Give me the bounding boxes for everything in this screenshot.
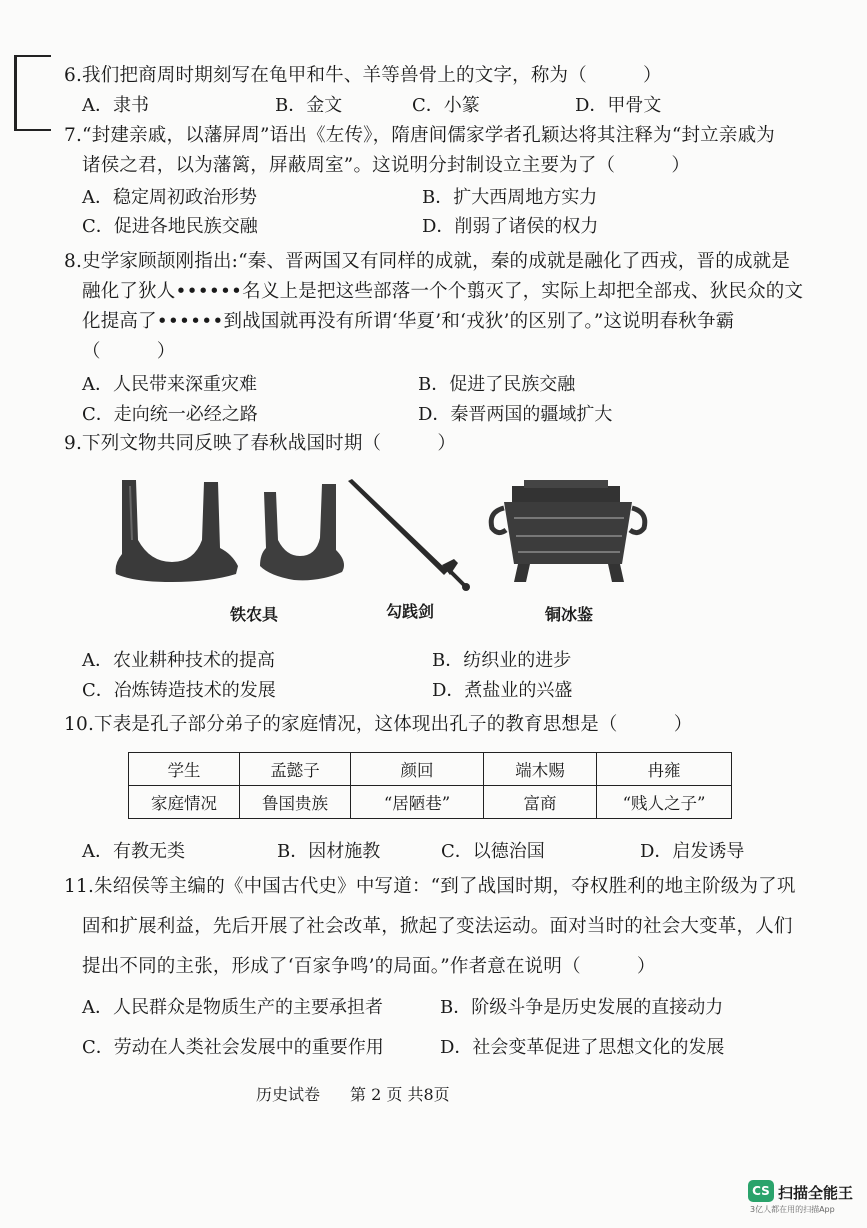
q6-option-a[interactable]: A．隶书: [82, 95, 149, 116]
table-row: [129, 786, 732, 819]
q9-option-d[interactable]: D．煮盐业的兴盛: [432, 680, 573, 701]
q7-option-c[interactable]: C．促进各地民族交融: [82, 216, 258, 237]
table-cell: 富商: [484, 786, 597, 819]
question-8-line-2: 融化了狄人••••••名义上是把这些部落一个个翦灭了，实际上却把全部戎、狄民众的文: [82, 281, 804, 302]
scanner-logo-icon: CS: [748, 1180, 774, 1202]
goujian-sword-image: [342, 475, 482, 593]
table-cell: “贱人之子”: [597, 786, 732, 819]
question-7-line-2: 诸侯之君，以为藩篱，屏蔽周室”。这说明分封制设立主要为了（ ）: [82, 155, 691, 176]
q11-option-c[interactable]: C．劳动在人类社会发展中的重要作用: [82, 1037, 384, 1058]
binding-corner-mark: [14, 55, 51, 131]
table-cell: 冉雍: [597, 753, 732, 786]
q10-option-a[interactable]: A．有教无类: [82, 841, 185, 862]
question-11-line-2: 固和扩展利益，先后开展了社会改革，掀起了变法运动。面对当时的社会大变革，人们: [82, 916, 793, 937]
disciples-family-table: [128, 752, 732, 819]
table-cell: 孟懿子: [240, 753, 351, 786]
q10-option-b[interactable]: B．因材施教: [277, 841, 381, 862]
q11-option-d[interactable]: D．社会变革促进了思想文化的发展: [440, 1037, 725, 1058]
scanner-app-name: 扫描全能王: [778, 1184, 854, 1202]
caption-bronze-ice-box: 铜冰鉴: [545, 605, 594, 624]
table-cell: 学生: [129, 753, 240, 786]
q10-option-d[interactable]: D．启发诱导: [640, 841, 745, 862]
footer-page-number: 第 2 页 共8页: [350, 1085, 450, 1104]
question-10-text: 10.下表是孔子部分弟子的家庭情况，这体现出孔子的教育思想是（ ）: [64, 714, 693, 735]
question-9-text: 9.下列文物共同反映了春秋战国时期（ ）: [64, 433, 457, 454]
q9-option-c[interactable]: C．冶炼铸造技术的发展: [82, 680, 276, 701]
question-8-line-3: 化提高了••••••到战国就再没有所谓‘华夏’和‘戎狄’的区别了。”这说明春秋争霸: [82, 311, 735, 332]
q7-option-a[interactable]: A．稳定周初政治形势: [82, 187, 257, 208]
table-row: [129, 753, 732, 786]
q9-option-a[interactable]: A．农业耕种技术的提高: [82, 650, 275, 671]
page-footer: [256, 1082, 450, 1105]
scanner-app-slogan: 3亿人都在用的扫描App: [750, 1205, 835, 1214]
q10-option-c[interactable]: C．以德治国: [441, 841, 545, 862]
question-7-line-1: 7.“封建亲戚，以藩屏周”语出《左传》，隋唐间儒家学者孔颖达将其注释为“封立亲戚为: [64, 125, 775, 146]
caption-goujian-sword: 勾践剑: [386, 602, 435, 621]
bronze-ice-box-image: [484, 478, 654, 590]
q6-option-c[interactable]: C．小篆: [412, 95, 480, 116]
table-cell: 端木赐: [484, 753, 597, 786]
q8-option-a[interactable]: A．人民带来深重灾难: [82, 374, 257, 395]
q7-option-b[interactable]: B．扩大西周地方实力: [422, 187, 598, 208]
q8-option-c[interactable]: C．走向统一必经之路: [82, 404, 258, 425]
table-cell: “居陋巷”: [351, 786, 484, 819]
q7-option-d[interactable]: D．削弱了诸侯的权力: [422, 216, 599, 237]
footer-subject: 历史试卷: [256, 1085, 321, 1104]
question-8-line-1: 8.史学家顾颉刚指出:“秦、晋两国又有同样的成就，秦的成就是融化了西戎，晋的成就是: [64, 251, 791, 272]
question-8-line-4: （ ）: [82, 341, 176, 362]
question-11-line-3: 提出不同的主张，形成了‘百家争鸣’的局面。”作者意在说明（ ）: [82, 956, 656, 977]
q9-option-b[interactable]: B．纺织业的进步: [432, 650, 572, 671]
q6-option-d[interactable]: D．甲骨文: [575, 95, 662, 116]
table-cell: 颜回: [351, 753, 484, 786]
q6-option-b[interactable]: B．金文: [275, 95, 343, 116]
table-cell: 鲁国贵族: [240, 786, 351, 819]
q8-option-b[interactable]: B．促进了民族交融: [418, 374, 576, 395]
table-cell: 家庭情况: [129, 786, 240, 819]
iron-farm-tools-image: [110, 470, 370, 585]
question-11-line-1: 11.朱绍侯等主编的《中国古代史》中写道：“到了战国时期，夺权胜利的地主阶级为了巩: [64, 876, 796, 897]
q11-option-b[interactable]: B．阶级斗争是历史发展的直接动力: [440, 997, 724, 1018]
q8-option-d[interactable]: D．秦晋两国的疆域扩大: [418, 404, 613, 425]
caption-iron-tools: 铁农具: [230, 605, 279, 624]
q11-option-a[interactable]: A．人民群众是物质生产的主要承担者: [82, 997, 383, 1018]
question-6-text: 6.我们把商周时期刻写在龟甲和牛、羊等兽骨上的文字，称为（ ）: [64, 65, 662, 86]
